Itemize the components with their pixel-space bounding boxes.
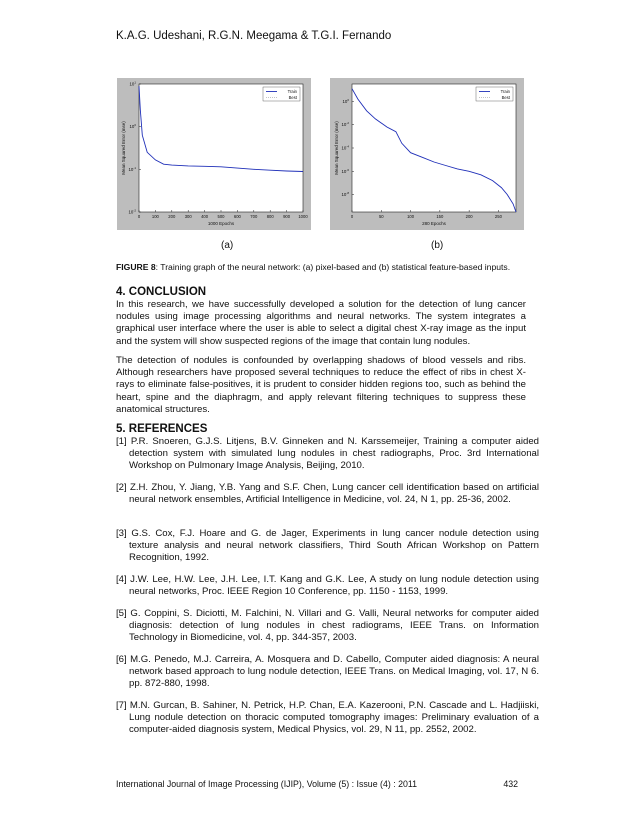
legend-train-label: Train: [287, 89, 297, 94]
x-tick-label: 250: [494, 214, 502, 219]
x-axis-label: 280 Epochs: [422, 221, 446, 226]
x-axis-label: 1000 Epochs: [207, 221, 235, 226]
reference-item: [2] Z.H. Zhou, Y. Jiang, Y.B. Yang and S.F. Chen, Lung cancer cell identification based on artificial neural network ensembles, Artificial Intelligence in Medicine, vol. 24, N 1, pp. 25-36, 2002.: [116, 482, 539, 506]
x-tick-label: 100: [151, 214, 159, 219]
x-tick-label: 1000: [298, 214, 308, 219]
page-footer: [116, 779, 518, 789]
y-tick-label: $10^{-1}$: [128, 165, 136, 172]
y-tick-label: $10^0$: [129, 123, 136, 130]
legend-best-label: Best: [288, 95, 297, 100]
x-tick-label: 600: [233, 214, 241, 219]
journal-citation: International Journal of Image Processing (IJIP), Volume (5) : Issue (4) : 2011: [116, 779, 418, 789]
figure-caption: [116, 262, 526, 272]
y-tick-label: $10^{-6}$: [341, 167, 349, 174]
reference-item: [7] M.N. Gurcan, B. Sahiner, N. Petrick, H.P. Chan, E.A. Kazerooni, P.N. Cascade and L. Hadjiiski, Lung nodule detection on thoracic computed tomography images: Preliminary evaluation of a computer-aided diagnosis system, Medical Physics, vol. 29, N 11, pp. 2552, 2002.: [116, 700, 539, 736]
reference-item: [6] M.G. Penedo, M.J. Carreira, A. Mosquera and D. Cabello, Computer aided diagnosis: A neural network based approach to lung nodule detection, IEEE Trans. on Medical Imaging, vol. 17, N 6. pp. 872-880, 1998.: [116, 654, 539, 690]
x-tick-label: 400: [201, 214, 209, 219]
reference-item: [1] P.R. Snoeren, G.J.S. Litjens, B.V. Ginneken and N. Karssemeijer, Training a computer aided detection system with simulated lung nodules in chest radiographs, Proc. 3rd International Workshop on Pulmonary Image Analysis, Beijing, 2010.: [116, 436, 539, 472]
y-tick-label: $10^{-2}$: [128, 208, 136, 215]
training-graph-b-svg: [330, 78, 524, 230]
x-tick-label: 0: [350, 214, 354, 219]
conclusion-paragraph-2: The detection of nodules is confounded by overlapping shadows of blood vessels and ribs. Although researchers have proposed several techniques to reduce the effect of ribs in chest X-rays to eliminate false-positives, it is prudent to consider hidden regions too, such as behind the heart, spine and the diaphragm, and apply relevant filtering techniques to suppress these anatomical structures.: [116, 355, 526, 415]
conclusion-paragraph-1: In this research, we have successfully developed a solution for the detection of lung cancer nodules using image processing algorithms and neural networks. The system integrates a graphical user interface where the user is able to select a digital chest X-ray image as the input and the system will show suspected regions of the image that contain lung nodules.: [116, 299, 526, 347]
x-tick-label: 800: [266, 214, 274, 219]
plot-area: [139, 84, 303, 212]
x-tick-label: 200: [168, 214, 176, 219]
x-tick-label: 50: [378, 214, 384, 219]
y-tick-label: $10^{-4}$: [341, 144, 349, 151]
plot-area: [352, 84, 516, 212]
training-graph-b: [330, 78, 524, 230]
y-tick-label: $10^1$: [129, 80, 136, 87]
legend-best-label: Best: [501, 95, 510, 100]
figure-caption-label: FIGURE 8: [116, 262, 156, 272]
x-tick-label: 500: [217, 214, 225, 219]
reference-item: [3] G.S. Cox, F.J. Hoare and G. de Jager, Experiments in lung cancer nodule detection using texture analysis and neural network classifiers, Third South African Workshop on Pattern Recognition, 1992.: [116, 528, 539, 564]
running-header: K.A.G. Udeshani, R.G.N. Meegama & T.G.I. Fernando: [116, 30, 392, 42]
reference-item: [4] J.W. Lee, H.W. Lee, J.H. Lee, I.T. Kang and G.K. Lee, A study on lung nodule detection using neural networks, Proc. IEEE Region 10 Conference, pp. 1150 - 1153, 1999.: [116, 574, 539, 598]
x-tick-label: 0: [137, 214, 141, 219]
y-tick-label: $10^{-2}$: [341, 121, 349, 128]
x-tick-label: 900: [283, 214, 291, 219]
y-axis-label: Mean Squared Error (mse): [121, 121, 126, 175]
references-heading: 5. REFERENCES: [116, 423, 208, 435]
x-tick-label: 700: [250, 214, 258, 219]
x-tick-label: 200: [465, 214, 473, 219]
y-axis-label: Mean Squared Error (mse): [334, 121, 339, 175]
x-tick-label: 150: [436, 214, 444, 219]
training-graph-a: [117, 78, 311, 230]
conclusion-heading: 4. CONCLUSION: [116, 286, 207, 298]
figure-caption-text: : Training graph of the neural network: (a) pixel-based and (b) statistical feature-based inputs.: [155, 262, 511, 272]
x-tick-label: 100: [407, 214, 415, 219]
page-number: 432: [503, 779, 518, 789]
subfigure-label-a: (a): [221, 240, 234, 251]
reference-item: [5] G. Coppini, S. Diciotti, M. Falchini, N. Villari and G. Valli, Neural networks for computer aided diagnosis: detection of lung nodules in chest radiograms, IEEE Trans. on Information Technology in Biomedicine, vol. 4, pp. 344-357, 2003.: [116, 608, 539, 644]
x-tick-label: 300: [184, 214, 192, 219]
y-tick-label: $10^{-8}$: [341, 191, 349, 198]
legend-train-label: Train: [500, 89, 510, 94]
y-tick-label: $10^0$: [342, 97, 349, 104]
subfigure-label-b: (b): [431, 240, 444, 251]
training-graph-a-svg: [117, 78, 311, 230]
